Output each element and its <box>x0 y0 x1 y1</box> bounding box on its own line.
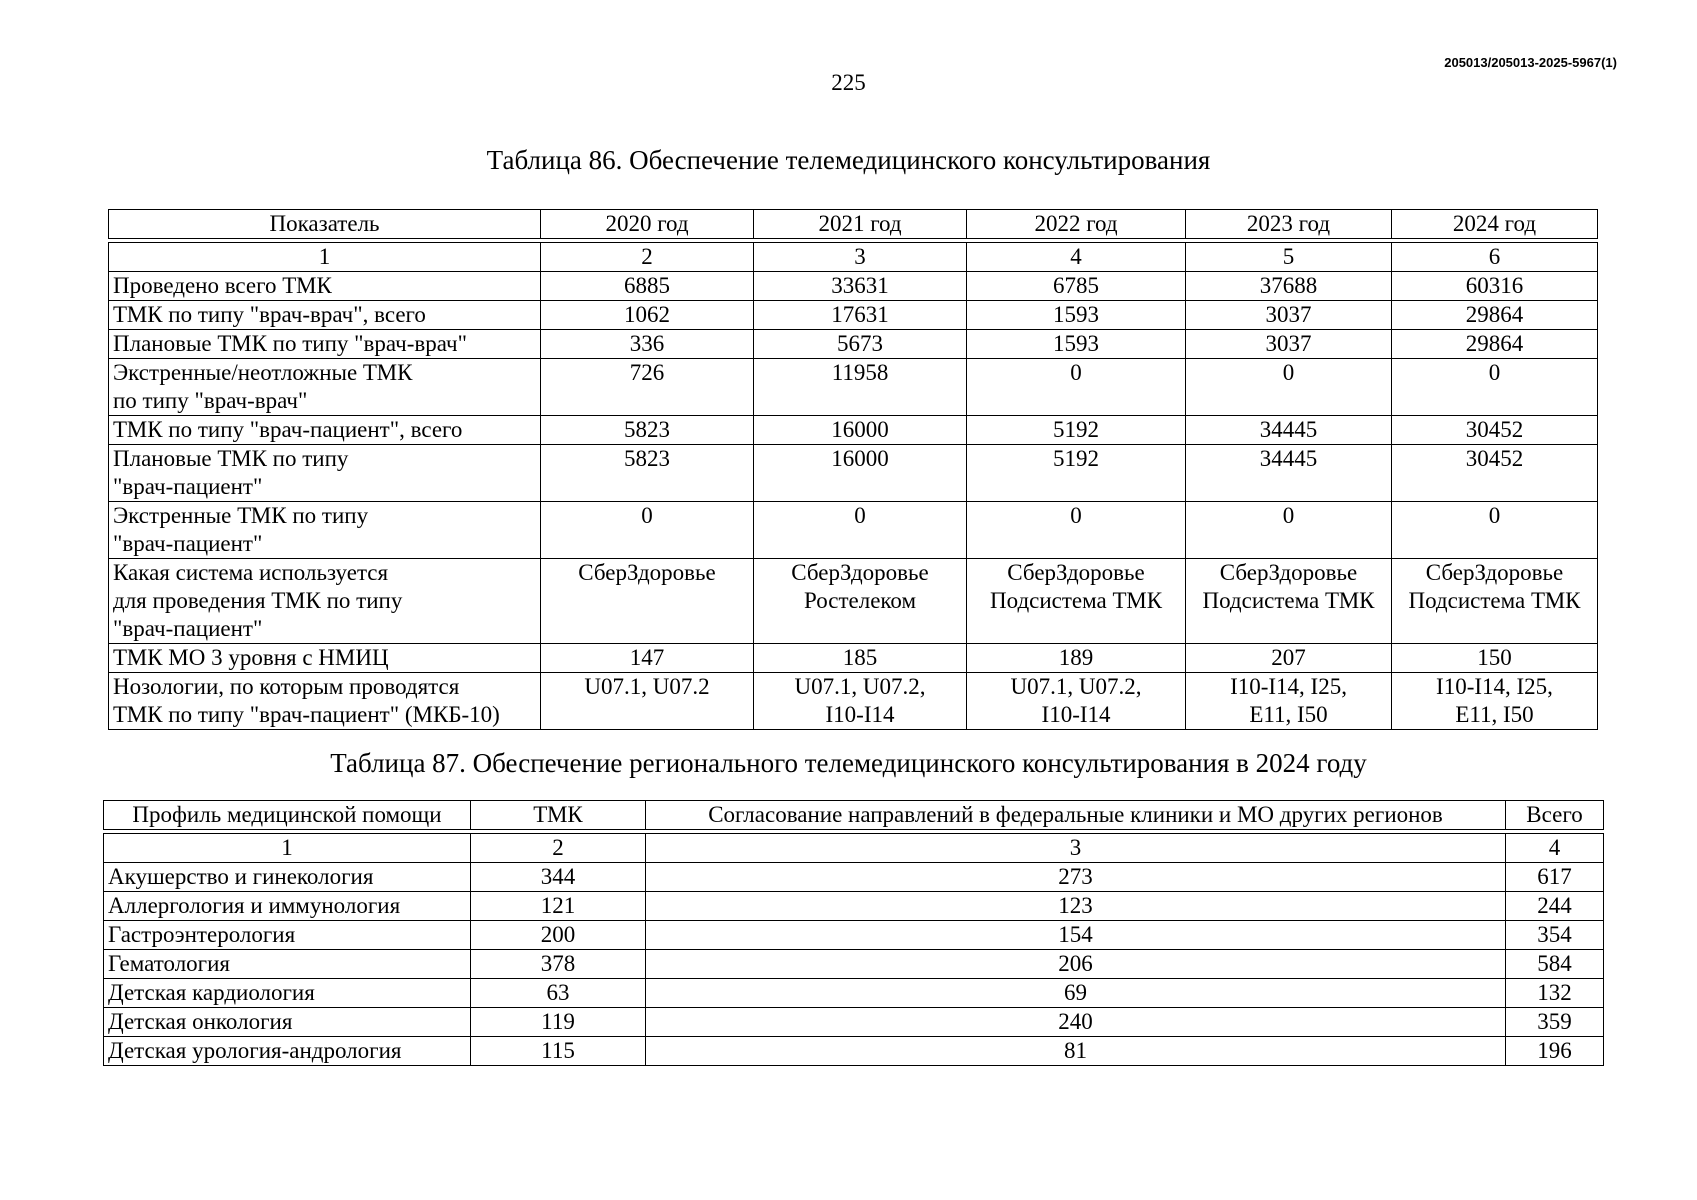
column-number: 2 <box>541 243 754 272</box>
table-cell: U07.1, U07.2, I10-I14 <box>754 673 967 730</box>
table-row <box>109 445 1598 502</box>
table-cell: 189 <box>967 644 1186 673</box>
table-cell: СберЗдоровье Подсистема ТМК <box>967 559 1186 644</box>
table-cell: 154 <box>646 921 1506 950</box>
table-cell: 1593 <box>967 330 1186 359</box>
table-cell: 16000 <box>754 445 967 502</box>
table-cell: 150 <box>1391 644 1597 673</box>
column-number: 4 <box>1506 834 1604 863</box>
table-cell: 344 <box>471 863 646 892</box>
row-label: Нозологии, по которым проводятся ТМК по типу "врач-пациент" (МКБ-10) <box>109 673 541 730</box>
table-cell: U07.1, U07.2 <box>541 673 754 730</box>
table-cell: I10-I14, I25, E11, I50 <box>1391 673 1597 730</box>
table-cell: 6885 <box>541 272 754 301</box>
row-label: Акушерство и гинекология <box>104 863 471 892</box>
table-cell: 30452 <box>1391 445 1597 502</box>
table-row <box>104 892 1604 921</box>
table-row <box>104 1037 1604 1066</box>
table-row <box>109 416 1598 445</box>
table-row <box>109 330 1598 359</box>
column-number: 5 <box>1186 243 1392 272</box>
table-cell: 37688 <box>1186 272 1392 301</box>
table-cell: СберЗдоровье Ростелеком <box>754 559 967 644</box>
table-cell: 207 <box>1186 644 1392 673</box>
table-87-body <box>104 830 1604 1066</box>
table-cell: 354 <box>1506 921 1604 950</box>
table-row <box>109 673 1598 730</box>
table-cell: 33631 <box>754 272 967 301</box>
row-label: Проведено всего ТМК <box>109 272 541 301</box>
table-cell: 119 <box>471 1008 646 1037</box>
row-label: Детская онкология <box>104 1008 471 1037</box>
column-number: 1 <box>104 834 471 863</box>
table-cell: 3037 <box>1186 301 1392 330</box>
row-label: ТМК МО 3 уровня с НМИЦ <box>109 644 541 673</box>
table-cell: U07.1, U07.2, I10-I14 <box>967 673 1186 730</box>
row-label: Экстренные/неотложные ТМК по типу "врач-врач" <box>109 359 541 416</box>
row-label: Аллергология и иммунология <box>104 892 471 921</box>
table-cell: 206 <box>646 950 1506 979</box>
table-cell: 147 <box>541 644 754 673</box>
table-cell: 5823 <box>541 445 754 502</box>
table-cell: 726 <box>541 359 754 416</box>
table-cell: 0 <box>967 502 1186 559</box>
table-cell: 584 <box>1506 950 1604 979</box>
table-cell: 617 <box>1506 863 1604 892</box>
column-header: Профиль медицинской помощи <box>104 801 471 830</box>
column-header: Показатель <box>109 210 541 239</box>
row-label: Экстренные ТМК по типу "врач-пациент" <box>109 502 541 559</box>
table-cell: СберЗдоровье <box>541 559 754 644</box>
table-cell: 123 <box>646 892 1506 921</box>
table-cell: 0 <box>967 359 1186 416</box>
table-cell: 5192 <box>967 445 1186 502</box>
table-cell: 0 <box>541 502 754 559</box>
table-row <box>109 502 1598 559</box>
table-row <box>104 950 1604 979</box>
column-number-row <box>109 243 1598 272</box>
column-number-row <box>104 834 1604 863</box>
column-number: 3 <box>754 243 967 272</box>
table-cell: 115 <box>471 1037 646 1066</box>
table-cell: 29864 <box>1391 330 1597 359</box>
table-cell: 69 <box>646 979 1506 1008</box>
table-cell: 185 <box>754 644 967 673</box>
table-cell: 11958 <box>754 359 967 416</box>
row-label: Плановые ТМК по типу "врач-пациент" <box>109 445 541 502</box>
column-number: 1 <box>109 243 541 272</box>
table-cell: 0 <box>1391 359 1597 416</box>
table-cell: 0 <box>1186 359 1392 416</box>
table-cell: 359 <box>1506 1008 1604 1037</box>
column-header: 2022 год <box>967 210 1186 239</box>
column-header: 2024 год <box>1391 210 1597 239</box>
table-cell: 0 <box>1186 502 1392 559</box>
table-header-row <box>109 210 1598 239</box>
table-cell: СберЗдоровье Подсистема ТМК <box>1186 559 1392 644</box>
table-86 <box>108 209 1598 730</box>
column-number: 2 <box>471 834 646 863</box>
table-row <box>104 979 1604 1008</box>
table-cell: 63 <box>471 979 646 1008</box>
document-id: 205013/205013-2025-5967(1) <box>1444 55 1617 70</box>
table-cell: 60316 <box>1391 272 1597 301</box>
table-cell: 29864 <box>1391 301 1597 330</box>
table-row <box>109 301 1598 330</box>
table-87 <box>103 800 1604 1066</box>
table-cell: 34445 <box>1186 416 1392 445</box>
table-cell: 1593 <box>967 301 1186 330</box>
table-cell: 5192 <box>967 416 1186 445</box>
table-row <box>109 559 1598 644</box>
row-label: Детская кардиология <box>104 979 471 1008</box>
table-header-row <box>104 801 1604 830</box>
table-cell: 16000 <box>754 416 967 445</box>
table-86-body <box>109 239 1598 730</box>
table-row <box>104 1008 1604 1037</box>
table-cell: 81 <box>646 1037 1506 1066</box>
table-cell: 240 <box>646 1008 1506 1037</box>
table-cell: 200 <box>471 921 646 950</box>
table-cell: 0 <box>1391 502 1597 559</box>
table-cell: 336 <box>541 330 754 359</box>
column-header: 2020 год <box>541 210 754 239</box>
row-label: Гематология <box>104 950 471 979</box>
page-number: 225 <box>831 70 866 95</box>
table-row <box>104 863 1604 892</box>
table-cell: 1062 <box>541 301 754 330</box>
table-cell: 121 <box>471 892 646 921</box>
table-cell: I10-I14, I25, E11, I50 <box>1186 673 1392 730</box>
table-cell: 0 <box>754 502 967 559</box>
table-cell: 196 <box>1506 1037 1604 1066</box>
row-label: Плановые ТМК по типу "врач-врач" <box>109 330 541 359</box>
row-label: ТМК по типу "врач-врач", всего <box>109 301 541 330</box>
table-row <box>109 272 1598 301</box>
table-86-caption: Таблица 86. Обеспечение телемедицинского консультирования <box>486 145 1211 175</box>
table-cell: 6785 <box>967 272 1186 301</box>
table-cell: 34445 <box>1186 445 1392 502</box>
column-header: 2023 год <box>1186 210 1392 239</box>
column-header: 2021 год <box>754 210 967 239</box>
row-label: ТМК по типу "врач-пациент", всего <box>109 416 541 445</box>
column-header: ТМК <box>471 801 646 830</box>
table-row <box>109 644 1598 673</box>
row-label: Какая система используется для проведения ТМК по типу "врач-пациент" <box>109 559 541 644</box>
table-cell: 273 <box>646 863 1506 892</box>
table-row <box>109 359 1598 416</box>
column-header: Согласование направлений в федеральные клиники и МО других регионов <box>646 801 1506 830</box>
table-cell: 5823 <box>541 416 754 445</box>
table-cell: 3037 <box>1186 330 1392 359</box>
row-label: Гастроэнтерология <box>104 921 471 950</box>
table-cell: 30452 <box>1391 416 1597 445</box>
table-cell: 132 <box>1506 979 1604 1008</box>
table-cell: 5673 <box>754 330 967 359</box>
table-cell: СберЗдоровье Подсистема ТМК <box>1391 559 1597 644</box>
table-row <box>104 921 1604 950</box>
column-number: 6 <box>1391 243 1597 272</box>
table-cell: 17631 <box>754 301 967 330</box>
table-87-caption: Таблица 87. Обеспечение регионального телемедицинского консультирования в 2024 году <box>330 748 1367 778</box>
column-number: 4 <box>967 243 1186 272</box>
column-header: Всего <box>1506 801 1604 830</box>
table-cell: 244 <box>1506 892 1604 921</box>
table-cell: 378 <box>471 950 646 979</box>
row-label: Детская урология-андрология <box>104 1037 471 1066</box>
column-number: 3 <box>646 834 1506 863</box>
